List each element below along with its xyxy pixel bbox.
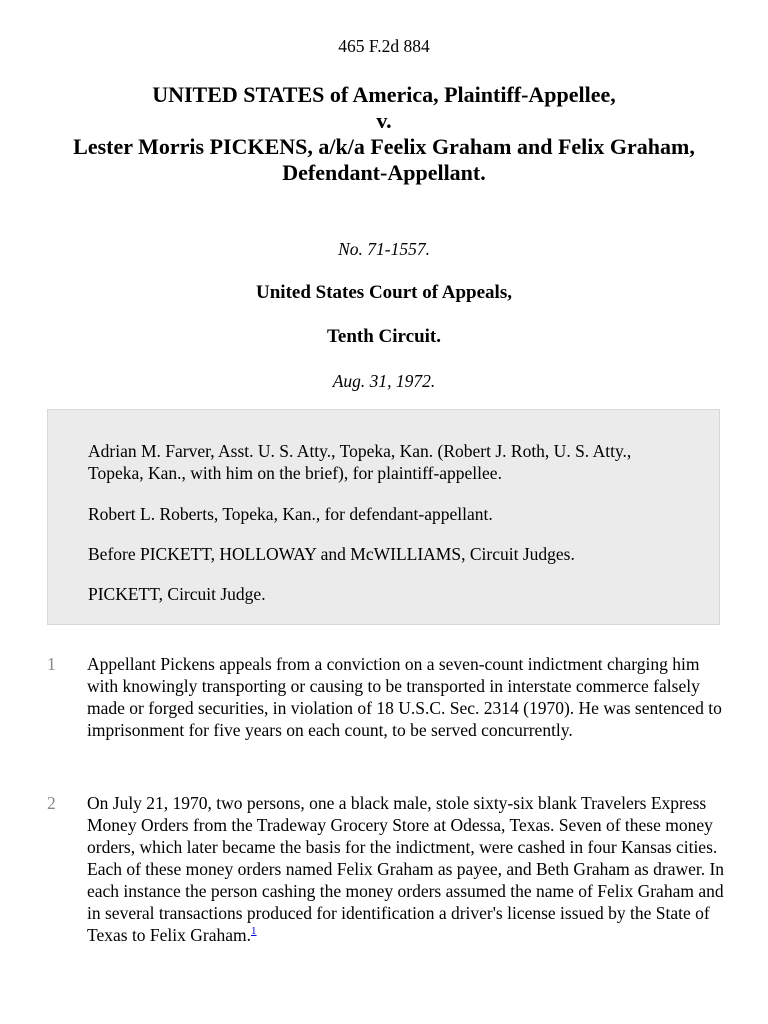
paragraph-body: On July 21, 1970, two persons, one a black male, stole sixty-six blank Travelers Express Money Orders from the Tradeway Grocery Store at Odessa, Texas. Seven of these money orders, which later became the basis for the indictment, were cashed in four Kansas cities. Each of these money orders named Felix Graham as payee, and Beth Graham as drawer. In each instance the person cashing the money orders assumed the name of Felix Graham and in several transactions produced for identification a driver's license issued by the State of Texas to Felix Graham. (87, 793, 725, 945)
court-name: United States Court of Appeals, (256, 282, 512, 303)
paragraph-text (87, 792, 727, 946)
caption-plaintiff: UNITED STATES of America, Plaintiff-Appellee, (152, 82, 616, 107)
paragraph-number: 2 (47, 793, 56, 813)
panel-judges: Before PICKETT, HOLLOWAY and McWILLIAMS, Circuit Judges. (88, 544, 575, 564)
caption-defendant: Lester Morris PICKENS, a/k/a Feelix Graham and Felix Graham, (73, 134, 695, 159)
caption-versus: v. (376, 108, 392, 133)
docket-number: No. 71-1557. (338, 239, 430, 259)
counsel-appellee: Adrian M. Farver, Asst. U. S. Atty., Topeka, Kan. (Robert J. Roth, U. S. Atty., Topeka, Kan., with him on the brief), for plaintiff-appellee. (88, 441, 632, 483)
decision-date: Aug. 31, 1972. (332, 371, 436, 391)
paragraph-text: Appellant Pickens appeals from a conviction on a seven-count indictment charging him with knowingly transporting or causing to be transported in interstate commerce falsely made or forged securities, in violation of 18 U.S.C. Sec. 2314 (1970). He was sentenced to imprisonment for five years on each count, to be served concurrently. (87, 654, 722, 740)
case-caption (60, 82, 708, 186)
footnote-link[interactable]: 1 (251, 925, 257, 938)
circuit-name: Tenth Circuit. (326, 326, 442, 347)
caption-defendant-role: Defendant-Appellant. (282, 160, 486, 185)
prelims-box (47, 409, 720, 625)
opinion-author: PICKETT, Circuit Judge. (88, 584, 266, 604)
case-citation: 465 F.2d 884 (338, 36, 430, 56)
paragraph-number: 1 (47, 654, 56, 674)
counsel-appellant: Robert L. Roberts, Topeka, Kan., for defendant-appellant. (88, 504, 493, 524)
